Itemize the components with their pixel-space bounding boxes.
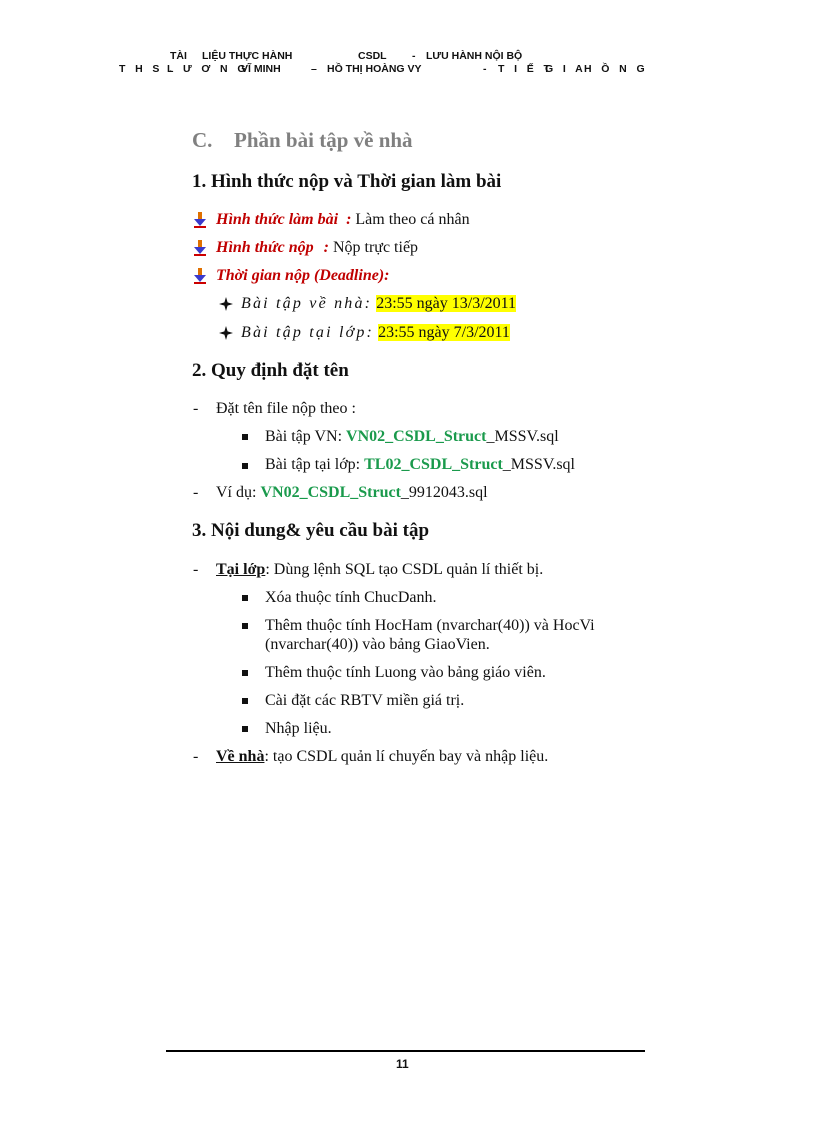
square-bullet-icon <box>242 726 248 732</box>
task-item: Thêm thuộc tính HocHam (nvarchar(40)) và HocVi <box>265 617 595 634</box>
task-item-continuation: (nvarchar(40)) vào bảng GiaoVien. <box>265 636 490 653</box>
item-sep: : <box>346 211 352 228</box>
in-class-label: Tại lớp <box>216 561 266 578</box>
header-text: G I A <box>545 63 587 75</box>
home-text: : tạo CSDL quản lí chuyến bay và nhập liệu. <box>264 748 549 765</box>
rule-prefix: Bài tập VN: <box>265 428 347 445</box>
page-number: 11 <box>396 1057 409 1071</box>
header-text: T I Ế T <box>498 63 554 75</box>
deadline-value: 23:55 ngày 13/3/2011 <box>376 295 517 312</box>
header-text: - <box>483 63 487 75</box>
header-text: CSDL <box>358 50 387 62</box>
diamond-bullet-icon <box>219 297 233 311</box>
header-text: LƯU HÀNH NỘI BỘ <box>426 50 523 62</box>
rule-prefix: Bài tập tại lớp: <box>265 456 365 473</box>
rule-code: VN02_CSDL_Struct <box>346 428 487 445</box>
section-letter: C. <box>192 128 213 152</box>
header-text: VĨ MINH <box>241 63 281 75</box>
item-value: Nộp trực tiếp <box>332 239 419 256</box>
heading-content: 3. Nội dung& yêu cầu bài tập <box>192 520 430 541</box>
deadline-label: Bài tập về nhà: <box>241 295 373 312</box>
square-bullet-icon <box>242 595 248 601</box>
arrow-down-icon <box>193 268 207 284</box>
task-item: Xóa thuộc tính ChucDanh. <box>265 589 437 606</box>
in-class-task <box>216 561 543 579</box>
header-text: – <box>311 63 317 75</box>
dash-bullet: - <box>193 400 199 417</box>
example-suffix: _9912043.sql <box>400 484 488 501</box>
deadline-classwork <box>241 324 510 342</box>
item-label: Hình thức làm bài <box>216 211 339 228</box>
rule-suffix: _MSSV.sql <box>486 428 559 445</box>
item-label: Thời gian nộp (Deadline): <box>216 267 390 284</box>
list-item <box>216 239 418 257</box>
deadline-homework <box>241 295 516 313</box>
arrow-down-icon <box>193 240 207 256</box>
task-item: Thêm thuộc tính Luong vào bảng giáo viên. <box>265 664 546 681</box>
example-prefix: Ví dụ: <box>216 484 261 501</box>
square-bullet-icon <box>242 623 248 629</box>
header-text: L Ư Ơ N G <box>167 63 249 75</box>
square-bullet-icon <box>242 463 248 469</box>
item-sep: : <box>323 239 329 256</box>
heading-submission: 1. Hình thức nộp và Thời gian làm bài <box>192 171 502 192</box>
naming-rule <box>265 456 575 474</box>
item-value: Làm theo cá nhân <box>355 211 470 228</box>
home-task <box>216 748 548 766</box>
list-item <box>216 267 389 285</box>
naming-example <box>216 484 488 502</box>
naming-rule <box>265 428 559 446</box>
task-item: Cài đặt các RBTV miền giá trị. <box>265 692 465 709</box>
rule-suffix: _MSSV.sql <box>502 456 575 473</box>
deadline-label: Bài tập tại lớp: <box>241 324 375 341</box>
header-text: HỒ THỊ HOÀNG VY <box>327 63 422 75</box>
section-title: Phần bài tập về nhà <box>234 128 413 152</box>
header-text: LIỆU THỰC HÀNH <box>202 50 293 62</box>
arrow-down-icon <box>193 212 207 228</box>
dash-bullet: - <box>193 748 199 765</box>
header-text: H Ồ N G <box>584 63 649 75</box>
footer-rule <box>166 1050 645 1052</box>
header-text: T H S . <box>119 63 176 75</box>
task-item: Nhập liệu. <box>265 720 332 737</box>
square-bullet-icon <box>242 670 248 676</box>
square-bullet-icon <box>242 698 248 704</box>
dash-bullet: - <box>193 484 199 501</box>
square-bullet-icon <box>242 434 248 440</box>
deadline-value: 23:55 ngày 7/3/2011 <box>378 324 510 341</box>
heading-naming: 2. Quy định đặt tên <box>192 360 349 381</box>
example-code: VN02_CSDL_Struct <box>260 484 401 501</box>
home-label: Về nhà <box>216 748 265 765</box>
header-text: - <box>412 50 416 62</box>
rule-code: TL02_CSDL_Struct <box>364 456 503 473</box>
in-class-text: : Dùng lệnh SQL tạo CSDL quản lí thiết bị. <box>265 561 544 578</box>
header-text: TÀI <box>170 50 187 62</box>
item-label: Hình thức nộp <box>216 239 314 256</box>
section-heading <box>192 128 413 153</box>
dash-bullet: - <box>193 561 199 578</box>
diamond-bullet-icon <box>219 326 233 340</box>
list-item <box>216 211 470 229</box>
naming-intro: Đặt tên file nộp theo : <box>216 400 356 417</box>
